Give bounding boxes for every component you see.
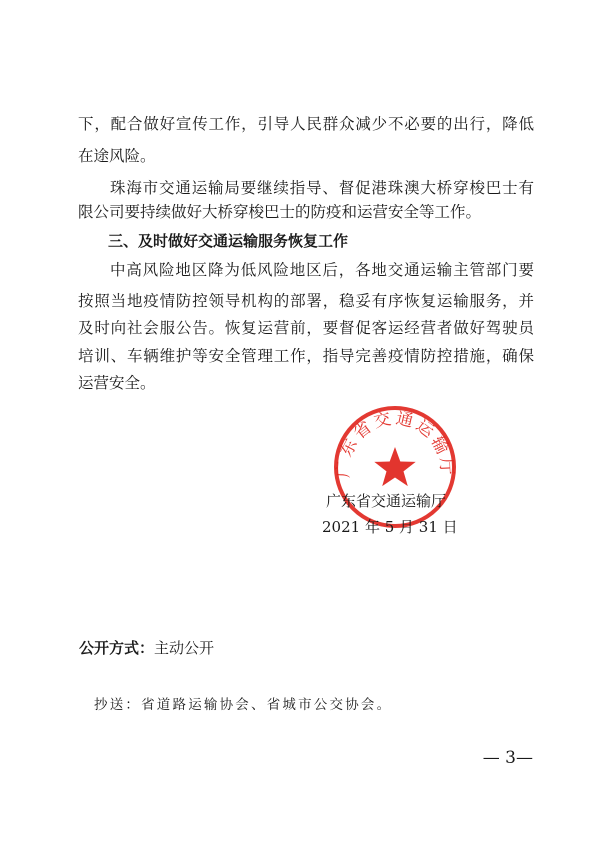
- disclosure-label: 公开方式：: [79, 639, 155, 657]
- cc-line: 抄送：省道路运输协会、省城市公交协会。: [94, 697, 393, 713]
- paragraph-1-line-1: 下，配合做好宣传工作，引导人民群众减少不必要的出行，降低: [78, 115, 534, 133]
- disclosure-value: 主动公开: [154, 639, 215, 657]
- paragraph-3-line-3: 及时向社会服公告。恢复运营前，要督促客运经营者做好驾驶员: [78, 319, 534, 337]
- paragraph-3-line-2: 按照当地疫情防控领导机构的部署，稳妥有序恢复运输服务，并: [78, 292, 534, 310]
- page-number: — 3—: [482, 748, 533, 768]
- seal-star-icon: [374, 447, 415, 486]
- paragraph-3-line-5: 运营安全。: [78, 374, 156, 392]
- disclosure-line: [79, 637, 214, 658]
- official-seal-stamp: [331, 403, 459, 531]
- paragraph-3-line-4: 培训、车辆维护等安全管理工作，指导完善疫情防控措施，确保: [78, 347, 534, 365]
- section-heading: 三、及时做好交通运输服务恢复工作: [108, 232, 349, 250]
- paragraph-2-line-2: 限公司要持续做好大桥穿梭巴士的防疫和运营安全等工作。: [78, 203, 482, 221]
- paragraph-2-line-1: 珠海市交通运输局要继续指导、督促港珠澳大桥穿梭巴士有: [110, 179, 534, 197]
- svg-text:广东省交通运输厅: 广东省交通运输厅: [333, 408, 457, 479]
- paragraph-3-line-1: 中高风险地区降为低风险地区后，各地交通运输主管部门要: [110, 261, 534, 279]
- paragraph-1-line-2: 在途风险。: [78, 147, 156, 165]
- signature-organization: 广东省交通运输厅: [326, 492, 447, 510]
- signature-date: 2021 年 5 月 31 日: [322, 518, 458, 536]
